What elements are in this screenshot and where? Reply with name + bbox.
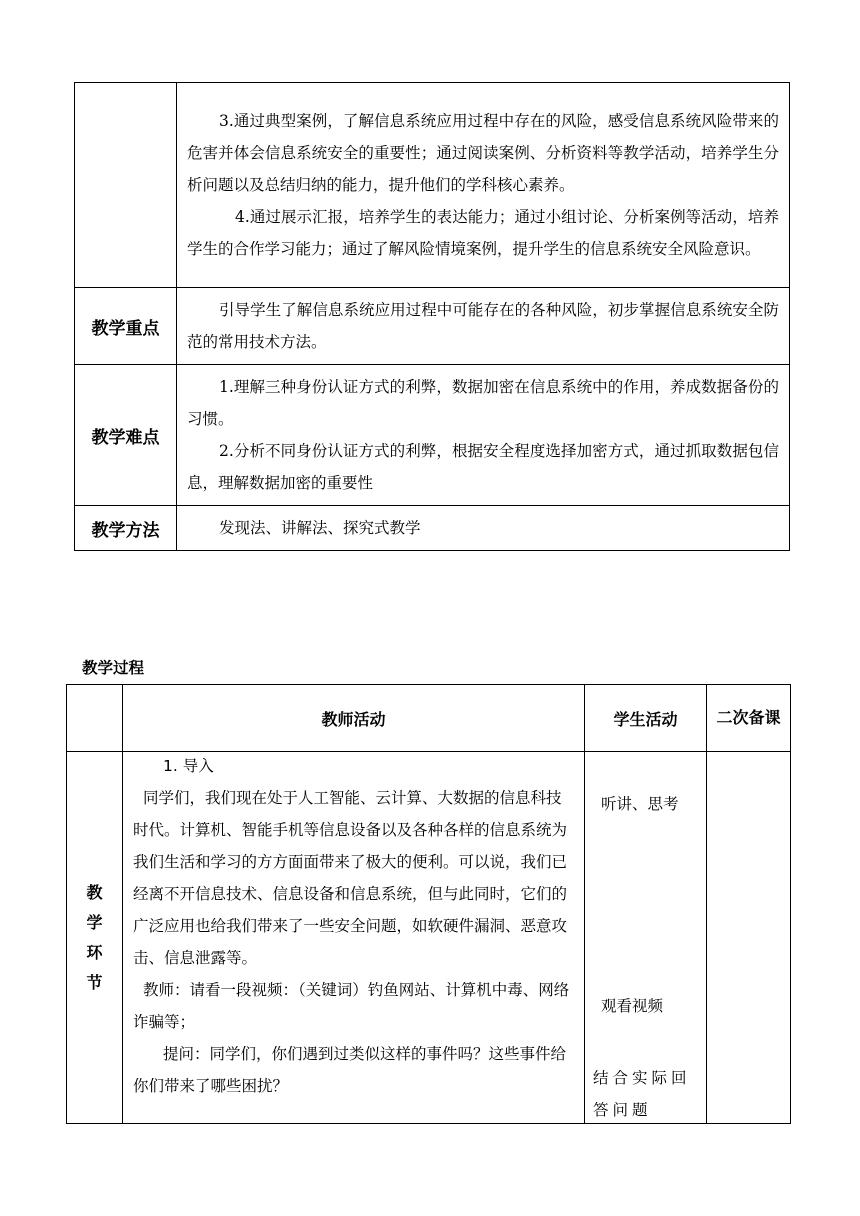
methods-label: 教学方法 [75,506,177,551]
methods-content [177,506,790,551]
key-points-text: 引导学生了解信息系统应用过程中可能存在的各种风险，初步掌握信息系统安全防范的常用技术方法。 [187,301,779,351]
stage-char: 学 [86,912,103,932]
student-activity-header: 学生活动 [585,685,707,752]
difficulties-content [177,365,790,506]
stage-header-cell [67,685,123,752]
difficulty-item-1: 1.理解三种身份认证方式的利弊，数据加密在信息系统中的作用，养成数据备份的习惯。 [187,378,779,428]
stage-label-cell [67,752,123,1124]
process-table [66,684,791,1124]
teacher-activity-cell [123,752,585,1124]
methods-text: 发现法、讲解法、探究式教学 [219,519,421,537]
key-points-content [177,288,790,365]
difficulties-label: 教学难点 [75,365,177,506]
second-prep-cell [707,752,791,1124]
second-prep-header: 二次备课 [707,685,791,752]
teacher-activity-header: 教师活动 [123,685,585,752]
intro-text: 同学们，我们现在处于人工智能、云计算、大数据的信息科技时代。计算机、智能手机等信息设备以及各种各样的信息系统为我们生活和学习的方方面面带来了极大的便利。可以说，我们已经离不开信息技术、信息设备和信息系统，但与此同时，它们的广泛应用也给我们带来了一些安全问题，如软硬件漏洞、恶意攻击、信息泄露等。 [133,789,568,967]
intro-heading: 1. 导入 [163,757,214,775]
question-text: 提问：同学们，你们遇到过类似这样的事件吗？这些事件给你们带来了哪些困扰？ [133,1045,567,1095]
video-text: 教师：请看一段视频：（关键词）钓鱼网站、计算机中毒、网络诈骗等； [133,981,570,1031]
difficulty-item-2: 2.分析不同身份认证方式的利弊，根据安全程度选择加密方式，通过抓取数据包信息，理解数据加密的重要性 [187,442,779,492]
student-listen: 听讲、思考 [601,795,679,813]
goals-label-cell [75,83,177,288]
student-answer: 结合实际回答问题 [593,1069,691,1119]
stage-char: 教 [86,882,103,902]
course-info-table [74,82,790,551]
goal-item-3: 3.通过典型案例，了解信息系统应用过程中存在的风险，感受信息系统风险带来的危害并体会信息系统安全的重要性；通过阅读案例、分析资料等教学活动，培养学生分析问题以及总结归纳的能力，提升他们的学科核心素养。 [187,112,779,194]
section-title: 教学过程 [82,659,145,677]
stage-char: 节 [86,972,103,992]
student-watch: 观看视频 [601,997,664,1015]
key-points-label: 教学重点 [75,288,177,365]
student-activity-cell [585,752,707,1124]
goal-item-4: 4.通过展示汇报，培养学生的表达能力；通过小组讨论、分析案例等活动，培养学生的合作学习能力；通过了解风险情境案例，提升学生的信息系统安全风险意识。 [187,208,779,258]
stage-char: 环 [86,942,103,962]
goals-content-cell [177,83,790,288]
